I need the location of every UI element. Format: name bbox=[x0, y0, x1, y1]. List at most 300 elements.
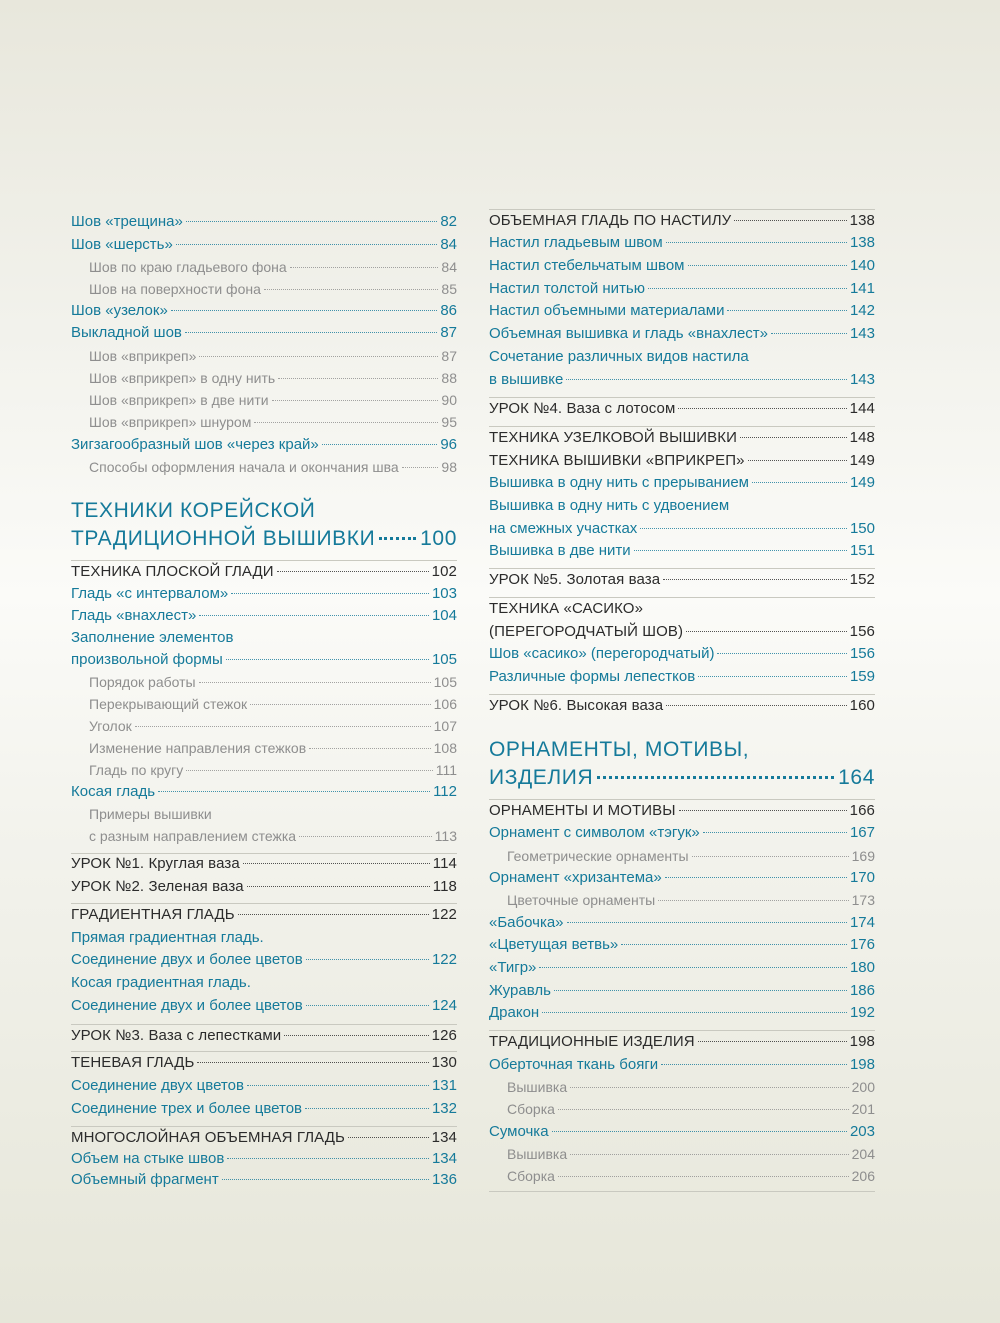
entry-title: Изменение направления стежков bbox=[89, 740, 307, 756]
entry-page: 122 bbox=[431, 906, 457, 923]
entry-page: 134 bbox=[431, 1150, 457, 1167]
entry-page: 107 bbox=[433, 718, 457, 734]
toc-lesson-entry[interactable] bbox=[71, 853, 457, 875]
toc-entry[interactable] bbox=[71, 1148, 457, 1170]
toc-entry[interactable] bbox=[489, 255, 875, 277]
toc-lesson-entry[interactable] bbox=[489, 398, 875, 420]
dot-leader bbox=[740, 437, 847, 438]
dot-leader bbox=[306, 1005, 429, 1006]
dot-leader bbox=[634, 550, 847, 551]
entry-title: Зигзагообразный шов «через край» bbox=[71, 436, 319, 453]
entry-page: 126 bbox=[431, 1027, 457, 1044]
toc-entry[interactable] bbox=[489, 232, 875, 254]
toc-heading-entry[interactable] bbox=[489, 210, 875, 232]
toc-entry[interactable] bbox=[489, 472, 875, 494]
entry-page: 143 bbox=[849, 371, 875, 388]
entry-page: 86 bbox=[440, 302, 457, 319]
entry-page: 203 bbox=[849, 1123, 875, 1140]
entry-title: Различные формы лепестков bbox=[489, 668, 696, 685]
dot-leader bbox=[171, 310, 438, 311]
entry-title: УРОК №2. Зеленая ваза bbox=[71, 878, 244, 895]
toc-entry[interactable] bbox=[489, 300, 875, 322]
entry-title: произвольной формы bbox=[71, 651, 223, 668]
toc-entry[interactable] bbox=[489, 643, 875, 665]
dot-leader bbox=[199, 682, 431, 683]
entry-page: 134 bbox=[431, 1129, 457, 1146]
dot-leader bbox=[658, 900, 848, 901]
toc-subentry[interactable] bbox=[489, 1076, 875, 1098]
entry-page: 143 bbox=[849, 325, 875, 342]
entry-title: Шов «вприкреп» шнуром bbox=[89, 414, 252, 430]
entry-page: 90 bbox=[441, 392, 457, 408]
toc-heading-entry[interactable] bbox=[71, 904, 457, 926]
entry-title: Сборка bbox=[507, 1101, 555, 1117]
toc-entry[interactable] bbox=[71, 1169, 457, 1191]
toc-subentry[interactable] bbox=[71, 456, 457, 478]
dot-leader bbox=[250, 704, 430, 705]
dot-leader bbox=[558, 1176, 849, 1177]
toc-heading-entry[interactable] bbox=[489, 427, 875, 449]
dot-leader bbox=[692, 856, 849, 857]
dot-leader bbox=[661, 1064, 847, 1065]
toc-entry[interactable] bbox=[71, 627, 457, 649]
toc-subentry[interactable] bbox=[71, 671, 457, 693]
entry-page: 176 bbox=[849, 936, 875, 953]
toc-entry[interactable] bbox=[489, 957, 875, 979]
dot-leader bbox=[222, 1179, 429, 1180]
entry-title: Орнамент с символом «тэгук» bbox=[489, 824, 700, 841]
entry-title: ТРАДИЦИОННЫЕ ИЗДЕЛИЯ bbox=[489, 1033, 695, 1050]
dot-leader bbox=[665, 877, 847, 878]
entry-page: 149 bbox=[849, 474, 875, 491]
dot-leader bbox=[272, 400, 439, 401]
dot-leader bbox=[290, 267, 439, 268]
entry-page: 113 bbox=[434, 828, 457, 844]
dot-leader bbox=[597, 776, 834, 779]
section-heading[interactable] bbox=[71, 497, 457, 553]
toc-heading-entry[interactable] bbox=[489, 598, 875, 620]
toc-lesson-entry[interactable] bbox=[489, 695, 875, 717]
dot-leader bbox=[648, 288, 847, 289]
entry-page: 88 bbox=[441, 370, 457, 386]
dot-leader bbox=[135, 726, 431, 727]
entry-page: 144 bbox=[849, 400, 875, 417]
entry-page: 138 bbox=[849, 212, 875, 229]
dot-leader bbox=[621, 944, 847, 945]
toc-entry[interactable] bbox=[71, 434, 457, 456]
toc-subentry[interactable] bbox=[71, 367, 457, 389]
entry-page: 166 bbox=[849, 802, 875, 819]
dot-leader bbox=[717, 653, 847, 654]
toc-lesson-entry[interactable] bbox=[71, 1025, 457, 1047]
toc-entry[interactable] bbox=[489, 323, 875, 345]
dot-leader bbox=[402, 467, 439, 468]
entry-page: 106 bbox=[433, 696, 457, 712]
dot-leader bbox=[238, 914, 429, 915]
dot-leader bbox=[640, 528, 847, 529]
toc-entry[interactable] bbox=[71, 781, 457, 803]
toc-lesson-entry[interactable] bbox=[489, 569, 875, 591]
dot-leader bbox=[663, 579, 846, 580]
toc-subentry[interactable] bbox=[71, 715, 457, 737]
dot-leader bbox=[247, 886, 430, 887]
entry-page: 136 bbox=[431, 1171, 457, 1188]
toc-entry-continuation[interactable] bbox=[71, 995, 457, 1017]
toc-heading-entry-continuation[interactable] bbox=[489, 621, 875, 643]
entry-title: на смежных участках bbox=[489, 520, 638, 537]
toc-entry[interactable] bbox=[489, 346, 875, 368]
entry-title: (ПЕРЕГОРОДЧАТЫЙ ШОВ) bbox=[489, 623, 684, 640]
entry-page: 138 bbox=[849, 234, 875, 251]
entry-title: Косая градиентная гладь. bbox=[71, 974, 251, 991]
entry-page: 103 bbox=[431, 585, 457, 602]
dot-leader bbox=[322, 444, 438, 445]
dot-leader bbox=[348, 1137, 429, 1138]
dot-leader bbox=[227, 1158, 429, 1159]
entry-page: 200 bbox=[851, 1079, 875, 1095]
entry-page: 105 bbox=[433, 674, 457, 690]
entry-page: 160 bbox=[849, 697, 875, 714]
section-heading[interactable] bbox=[489, 736, 875, 792]
dot-leader bbox=[686, 631, 847, 632]
dot-leader bbox=[554, 990, 847, 991]
entry-page: 111 bbox=[435, 762, 457, 778]
dot-leader bbox=[197, 1062, 428, 1063]
entry-title: Орнамент «хризантема» bbox=[489, 869, 662, 886]
toc-subentry[interactable] bbox=[71, 693, 457, 715]
entry-title: Вышивка bbox=[507, 1079, 568, 1095]
entry-page: 201 bbox=[851, 1101, 875, 1117]
entry-page: 167 bbox=[849, 824, 875, 841]
entry-title: Уголок bbox=[89, 718, 132, 734]
toc-entry-continuation[interactable] bbox=[71, 649, 457, 671]
entry-title: УРОК №1. Круглая ваза bbox=[71, 855, 240, 872]
toc-entry[interactable] bbox=[71, 211, 457, 233]
dot-leader bbox=[306, 959, 429, 960]
dot-leader bbox=[199, 356, 438, 357]
entry-page: 82 bbox=[440, 213, 457, 230]
dot-leader bbox=[558, 1109, 849, 1110]
entry-title: УРОК №4. Ваза с лотосом bbox=[489, 400, 676, 417]
entry-title: Настил гладьевым швом bbox=[489, 234, 663, 251]
dot-leader bbox=[186, 221, 438, 222]
entry-page: 141 bbox=[849, 280, 875, 297]
entry-page: 84 bbox=[440, 236, 457, 253]
toc-entry[interactable] bbox=[489, 822, 875, 844]
entry-title: «Цветущая ветвь» bbox=[489, 936, 619, 953]
toc-entry[interactable] bbox=[71, 927, 457, 949]
toc-subentry[interactable] bbox=[489, 845, 875, 867]
entry-title: Объемный фрагмент bbox=[71, 1171, 219, 1188]
dot-leader bbox=[539, 967, 847, 968]
entry-title: Объемная вышивка и гладь «внахлест» bbox=[489, 325, 769, 342]
toc-subentry[interactable] bbox=[489, 1098, 875, 1120]
dot-leader bbox=[254, 422, 438, 423]
entry-page: 124 bbox=[431, 997, 457, 1014]
entry-title: Соединение двух и более цветов bbox=[71, 951, 303, 968]
section-heading-line: ТРАДИЦИОННОЙ ВЫШИВКИ bbox=[71, 527, 376, 550]
entry-title: ТЕХНИКА ВЫШИВКИ «ВПРИКРЕП» bbox=[489, 452, 745, 469]
entry-title: Перекрывающий стежок bbox=[89, 696, 248, 712]
entry-page: 132 bbox=[431, 1100, 457, 1117]
entry-page: 87 bbox=[441, 348, 457, 364]
entry-title: УРОК №6. Высокая ваза bbox=[489, 697, 664, 714]
dot-leader bbox=[748, 460, 847, 461]
entry-title: Шов «сасико» (перегородчатый) bbox=[489, 645, 715, 662]
entry-page: 87 bbox=[440, 324, 457, 341]
entry-title: ТЕНЕВАЯ ГЛАДЬ bbox=[71, 1054, 195, 1071]
dot-leader bbox=[264, 289, 439, 290]
entry-title: Вышивка в две нити bbox=[489, 542, 631, 559]
entry-page: 192 bbox=[849, 1004, 875, 1021]
entry-page: 150 bbox=[849, 520, 875, 537]
dot-leader bbox=[305, 1108, 429, 1109]
entry-title: УРОК №5. Золотая ваза bbox=[489, 571, 661, 588]
entry-title: Шов по краю гладьевого фона bbox=[89, 259, 287, 275]
entry-title: Примеры вышивки bbox=[89, 806, 212, 822]
entry-title: Вышивка в одну нить с прерыванием bbox=[489, 474, 749, 491]
entry-title: Объем на стыке швов bbox=[71, 1150, 225, 1167]
toc-entry[interactable] bbox=[71, 322, 457, 344]
entry-page: 169 bbox=[851, 848, 875, 864]
entry-title: Соединение трех и более цветов bbox=[71, 1100, 303, 1117]
entry-title: Настил толстой нитью bbox=[489, 280, 645, 297]
entry-title: ОБЪЕМНАЯ ГЛАДЬ ПО НАСТИЛУ bbox=[489, 212, 732, 229]
entry-title: Способы оформления начала и окончания шва bbox=[89, 459, 399, 475]
dot-leader bbox=[570, 1154, 849, 1155]
toc-entry[interactable] bbox=[71, 300, 457, 322]
dot-leader bbox=[688, 265, 847, 266]
toc-entry[interactable] bbox=[71, 583, 457, 605]
dot-leader bbox=[552, 1131, 847, 1132]
entry-page: 140 bbox=[849, 257, 875, 274]
entry-page: 198 bbox=[849, 1033, 875, 1050]
entry-page: 104 bbox=[431, 607, 457, 624]
dot-leader bbox=[277, 571, 429, 572]
entry-page: 130 bbox=[431, 1054, 457, 1071]
entry-page: 152 bbox=[849, 571, 875, 588]
toc-subentry[interactable] bbox=[71, 389, 457, 411]
dot-leader bbox=[309, 748, 430, 749]
entry-title: Заполнение элементов bbox=[71, 629, 234, 646]
entry-title: Сборка bbox=[507, 1168, 555, 1184]
dot-leader bbox=[771, 333, 847, 334]
toc-entry[interactable] bbox=[71, 1075, 457, 1097]
entry-title: Настил стебельчатым швом bbox=[489, 257, 685, 274]
entry-title: Цветочные орнаменты bbox=[507, 892, 656, 908]
entry-title: в вышивке bbox=[489, 371, 564, 388]
entry-title: Соединение двух и более цветов bbox=[71, 997, 303, 1014]
section-page: 100 bbox=[420, 527, 457, 550]
section-heading-line: ИЗДЕЛИЯ bbox=[489, 766, 594, 789]
entry-title: Сочетание различных видов настила bbox=[489, 348, 749, 365]
entry-title: Шов на поверхности фона bbox=[89, 281, 261, 297]
entry-page: 98 bbox=[441, 459, 457, 475]
section-page: 164 bbox=[838, 766, 875, 789]
toc-heading-entry[interactable] bbox=[71, 1127, 457, 1149]
dot-leader bbox=[379, 537, 416, 540]
toc-entry[interactable] bbox=[489, 867, 875, 889]
entry-title: Гладь «внахлест» bbox=[71, 607, 197, 624]
entry-title: Гладь по кругу bbox=[89, 762, 184, 778]
dot-leader bbox=[542, 1012, 847, 1013]
toc-entry[interactable] bbox=[489, 278, 875, 300]
dot-leader bbox=[186, 770, 432, 771]
entry-page: 204 bbox=[851, 1146, 875, 1162]
entry-title: Гладь «с интервалом» bbox=[71, 585, 229, 602]
entry-page: 142 bbox=[849, 302, 875, 319]
toc-entry[interactable] bbox=[71, 972, 457, 994]
toc-subentry[interactable] bbox=[71, 411, 457, 433]
toc-entry-continuation[interactable] bbox=[489, 518, 875, 540]
entry-page: 95 bbox=[441, 414, 457, 430]
entry-page: 156 bbox=[849, 645, 875, 662]
toc-entry-continuation[interactable] bbox=[71, 949, 457, 971]
toc-entry[interactable] bbox=[489, 980, 875, 1002]
toc-entry[interactable] bbox=[489, 1121, 875, 1143]
toc-subentry[interactable] bbox=[489, 1143, 875, 1165]
dot-leader bbox=[567, 922, 847, 923]
toc-entry[interactable] bbox=[489, 495, 875, 517]
entry-title: Шов «узелок» bbox=[71, 302, 168, 319]
dot-leader bbox=[299, 836, 432, 837]
toc-entry[interactable] bbox=[71, 234, 457, 256]
entry-title: Шов «трещина» bbox=[71, 213, 183, 230]
toc-subentry[interactable] bbox=[71, 345, 457, 367]
entry-page: 85 bbox=[441, 281, 457, 297]
dot-leader bbox=[703, 832, 847, 833]
entry-page: 105 bbox=[431, 651, 457, 668]
entry-page: 173 bbox=[851, 892, 875, 908]
section-heading-line: ТЕХНИКИ КОРЕЙСКОЙ bbox=[71, 499, 316, 522]
dot-leader bbox=[176, 244, 437, 245]
entry-page: 122 bbox=[431, 951, 457, 968]
dot-leader bbox=[231, 593, 429, 594]
toc-subentry[interactable] bbox=[71, 803, 457, 825]
dot-leader bbox=[698, 1041, 847, 1042]
entry-title: ТЕХНИКА УЗЕЛКОВОЙ ВЫШИВКИ bbox=[489, 429, 738, 446]
toc-subentry[interactable] bbox=[489, 889, 875, 911]
dot-leader bbox=[666, 242, 847, 243]
entry-title: ТЕХНИКА «САСИКО» bbox=[489, 600, 644, 617]
entry-title: Вышивка bbox=[507, 1146, 568, 1162]
entry-title: Оберточная ткань бояги bbox=[489, 1056, 659, 1073]
dot-leader bbox=[752, 482, 847, 483]
entry-title: Шов «вприкреп» bbox=[89, 348, 197, 364]
dot-leader bbox=[199, 615, 429, 616]
entry-title: Выкладной шов bbox=[71, 324, 182, 341]
toc-subentry[interactable] bbox=[489, 1165, 875, 1187]
entry-title: Порядок работы bbox=[89, 674, 196, 690]
entry-title: ГРАДИЕНТНАЯ ГЛАДЬ bbox=[71, 906, 235, 923]
dot-leader bbox=[243, 863, 430, 864]
entry-title: с разным направлением стежка bbox=[89, 828, 297, 844]
toc-entry[interactable] bbox=[489, 540, 875, 562]
dot-leader bbox=[158, 791, 430, 792]
dot-leader bbox=[185, 332, 437, 333]
entry-title: Дракон bbox=[489, 1004, 540, 1021]
divider bbox=[489, 1191, 875, 1192]
toc-subentry[interactable] bbox=[71, 737, 457, 759]
toc-entry[interactable] bbox=[489, 1054, 875, 1076]
entry-page: 174 bbox=[849, 914, 875, 931]
dot-leader bbox=[698, 676, 847, 677]
section-heading-line: ОРНАМЕНТЫ, МОТИВЫ, bbox=[489, 738, 750, 761]
toc-entry[interactable] bbox=[71, 605, 457, 627]
entry-page: 151 bbox=[849, 542, 875, 559]
entry-title: Соединение двух цветов bbox=[71, 1077, 244, 1094]
dot-leader bbox=[566, 379, 847, 380]
entry-title: Шов «шерсть» bbox=[71, 236, 173, 253]
toc-heading-entry[interactable] bbox=[71, 561, 457, 583]
entry-title: Сумочка bbox=[489, 1123, 549, 1140]
entry-page: 149 bbox=[849, 452, 875, 469]
entry-page: 198 bbox=[849, 1056, 875, 1073]
toc-subentry[interactable] bbox=[71, 759, 457, 781]
toc-heading-entry[interactable] bbox=[489, 800, 875, 822]
toc-heading-entry[interactable] bbox=[71, 1052, 457, 1074]
toc-subentry[interactable] bbox=[71, 278, 457, 300]
entry-page: 118 bbox=[432, 878, 457, 895]
toc-heading-entry[interactable] bbox=[489, 450, 875, 472]
dot-leader bbox=[678, 408, 846, 409]
entry-page: 180 bbox=[849, 959, 875, 976]
dot-leader bbox=[666, 705, 847, 706]
entry-title: Геометрические орнаменты bbox=[507, 848, 689, 864]
dot-leader bbox=[679, 810, 847, 811]
entry-title: Прямая градиентная гладь. bbox=[71, 929, 264, 946]
entry-page: 112 bbox=[433, 783, 457, 800]
entry-title: ОРНАМЕНТЫ И МОТИВЫ bbox=[489, 802, 676, 819]
entry-title: МНОГОСЛОЙНАЯ ОБЪЕМНАЯ ГЛАДЬ bbox=[71, 1129, 345, 1146]
entry-title: Шов «вприкреп» в одну нить bbox=[89, 370, 276, 386]
entry-title: «Тигр» bbox=[489, 959, 537, 976]
toc-entry[interactable] bbox=[71, 1098, 457, 1120]
entry-page: 108 bbox=[433, 740, 457, 756]
dot-leader bbox=[570, 1087, 849, 1088]
entry-page: 156 bbox=[849, 623, 875, 640]
toc-entry[interactable] bbox=[489, 934, 875, 956]
entry-page: 148 bbox=[849, 429, 875, 446]
entry-page: 114 bbox=[432, 855, 457, 872]
toc-heading-entry[interactable] bbox=[489, 1031, 875, 1053]
entry-title: «Бабочка» bbox=[489, 914, 564, 931]
entry-page: 206 bbox=[851, 1168, 875, 1184]
toc-lesson-entry[interactable] bbox=[71, 876, 457, 898]
entry-title: УРОК №3. Ваза с лепестками bbox=[71, 1027, 282, 1044]
toc-entry[interactable] bbox=[489, 1002, 875, 1024]
entry-title: Косая гладь bbox=[71, 783, 156, 800]
dot-leader bbox=[278, 378, 438, 379]
toc-subentry-continuation[interactable] bbox=[71, 825, 457, 847]
toc-entry[interactable] bbox=[489, 912, 875, 934]
entry-page: 186 bbox=[849, 982, 875, 999]
entry-title: Журавль bbox=[489, 982, 551, 999]
toc-subentry[interactable] bbox=[71, 256, 457, 278]
entry-title: Вышивка в одну нить с удвоением bbox=[489, 497, 730, 514]
dot-leader bbox=[226, 659, 429, 660]
entry-title: ТЕХНИКА ПЛОСКОЙ ГЛАДИ bbox=[71, 563, 274, 580]
entry-page: 84 bbox=[441, 259, 457, 275]
dot-leader bbox=[734, 220, 846, 221]
entry-page: 96 bbox=[440, 436, 457, 453]
entry-title: Настил объемными материалами bbox=[489, 302, 725, 319]
entry-page: 102 bbox=[431, 563, 457, 580]
toc-entry-continuation[interactable] bbox=[489, 369, 875, 391]
toc-entry[interactable] bbox=[489, 666, 875, 688]
entry-title: Шов «вприкреп» в две нити bbox=[89, 392, 269, 408]
dot-leader bbox=[727, 310, 847, 311]
